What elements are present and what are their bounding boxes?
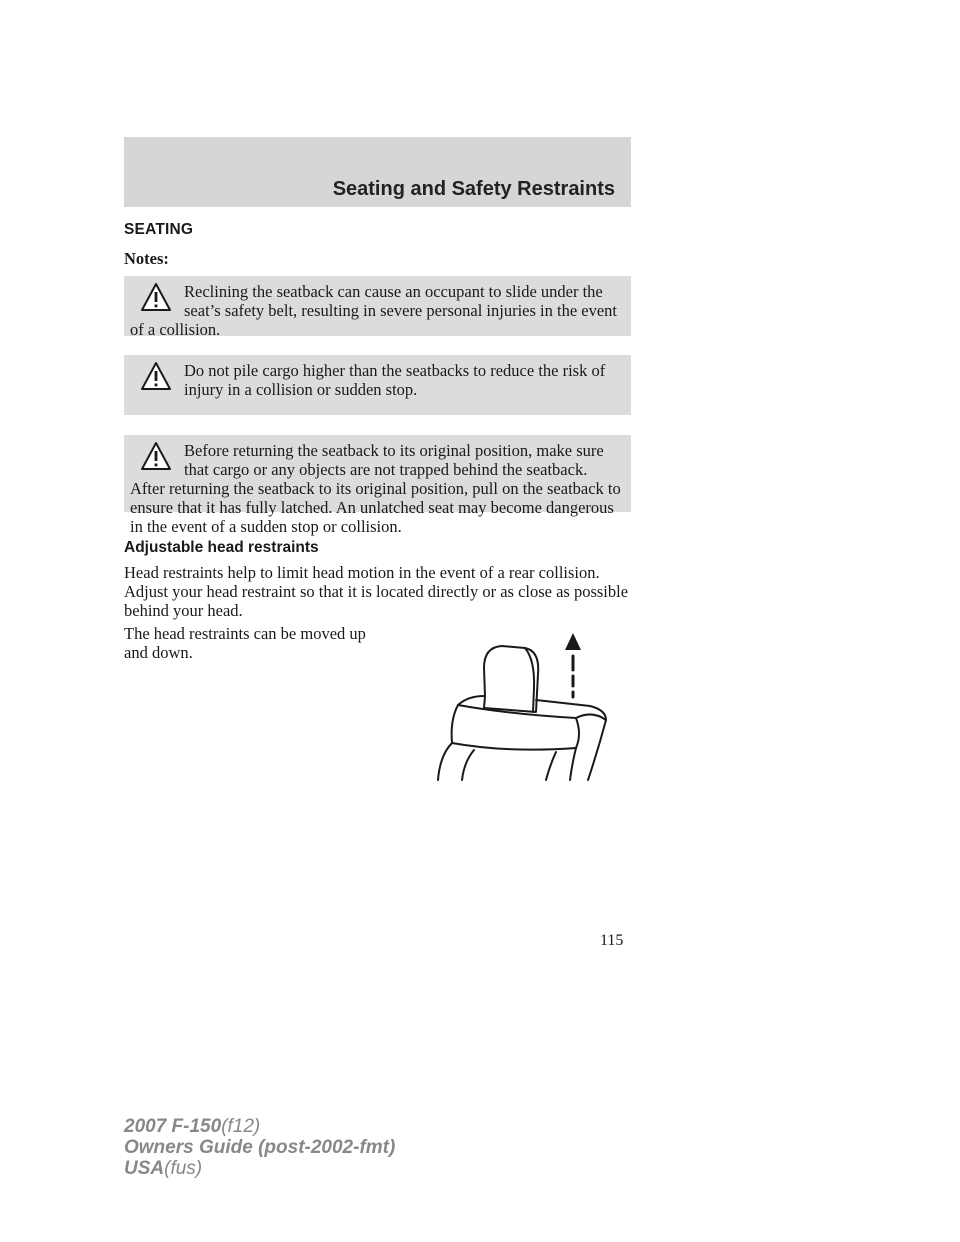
warning-box <box>124 276 631 339</box>
header-bar <box>124 137 631 207</box>
warning-box <box>124 435 631 536</box>
body-paragraph: Head restraints help to limit head motion in the event of a rear collision. Adjust your head restraint so that it is located directly or as close as possible behind your head. <box>124 563 629 620</box>
footer-line-3: USA(fus) <box>124 1158 203 1179</box>
warning-triangle-icon <box>140 441 172 477</box>
warning-text: Do not pile cargo higher than the seatbacks to reduce the risk of injury in a collision or sudden stop. <box>184 361 606 399</box>
footer-line-2: Owners Guide (post-2002-fmt) <box>124 1137 396 1158</box>
warning-triangle-icon <box>140 361 172 397</box>
body-paragraph: The head restraints can be moved up and down. <box>124 624 366 662</box>
page-title: Seating and Safety Restraints <box>332 178 615 200</box>
head-restraint-arrow-illustration <box>428 630 618 790</box>
notes-label: Notes: <box>124 249 169 268</box>
section-heading: SEATING <box>124 221 194 238</box>
warning-text: Before returning the seatback to its original position, make sure that cargo or any objects are not trapped behind the seatback. After returning the seatback to its original position, pull on the seatback to ensure that it has fully latched. An unlatched seat may become dangerous in the event of a sudden stop or collision. <box>130 441 621 536</box>
footer <box>124 1116 395 1179</box>
warning-triangle-icon <box>140 282 172 318</box>
warning-text: Reclining the seatback can cause an occupant to slide under the seat’s safety belt, resulting in severe personal injuries in the event of a collision. <box>130 282 617 339</box>
warning-box <box>124 355 631 415</box>
footer-line-1: 2007 F-150(f12) <box>124 1116 261 1137</box>
page-number: 115 <box>600 932 624 949</box>
subheading-head-restraints: Adjustable head restraints <box>124 539 319 556</box>
